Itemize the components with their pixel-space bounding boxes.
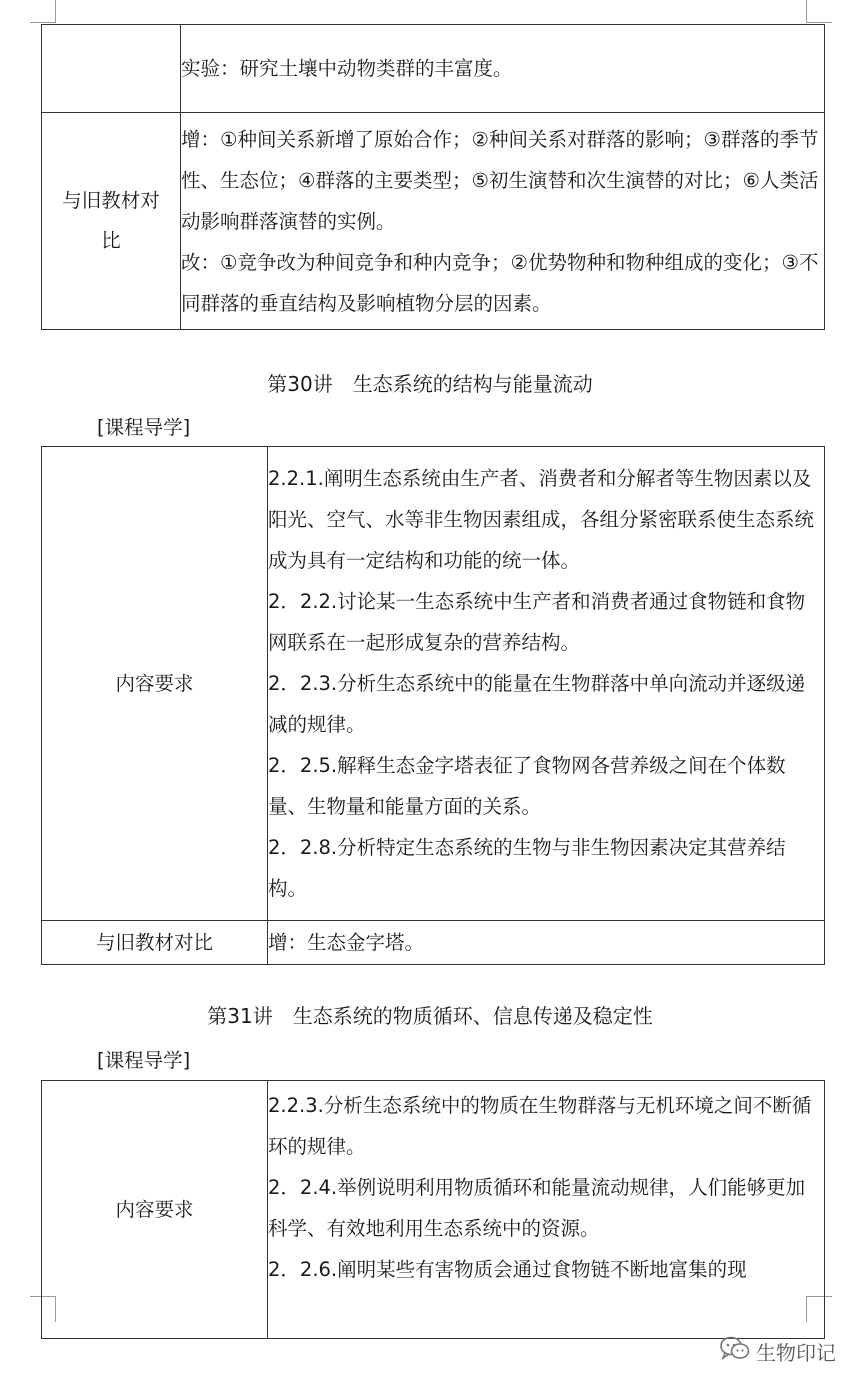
- list-item: 2．2.4.举例说明利用物质循环和能量流动规律，人们能够更加科学、有效地利用生态系统中的资源。: [268, 1176, 806, 1240]
- list-item: 2.2.1.阐明生态系统由生产者、消费者和分解者等生物因素以及阳光、空气、水等非生物因素组成，各组分紧密联系使生态系统成为具有一定结构和功能的统一体。: [268, 467, 815, 572]
- req-label: 内容要求: [42, 1081, 268, 1339]
- compare-add-line: 增：①种间关系新增了原始合作；②种间关系对群落的影响；③群落的季节性、生态位；④群落的主要类型；⑤初生演替和次生演替的对比；⑥人类活动影响群落演替的实例。: [181, 127, 819, 233]
- compare-text: 增：生态金字塔。: [268, 931, 425, 954]
- table-row: [42, 113, 825, 330]
- table-section-31: [41, 1080, 825, 1339]
- section-31-subtitle: [课程导学]: [97, 1049, 191, 1072]
- watermark: [720, 1336, 836, 1367]
- compare-label: 与旧教材对比: [42, 113, 181, 330]
- crop-mark: [806, 0, 807, 22]
- compare-label: 与旧教材对比: [42, 921, 268, 965]
- compare-content: [268, 921, 825, 965]
- section-31-title: 第31讲 生态系统的物质循环、信息传递及稳定性: [207, 1004, 653, 1028]
- section-30-title: 第30讲 生态系统的结构与能量流动: [267, 372, 593, 396]
- section-30-subtitle: [课程导学]: [97, 416, 191, 439]
- table-row: [42, 447, 825, 921]
- list-item: 2．2.8.分析特定生态系统的生物与非生物因素决定其营养结构。: [268, 836, 786, 900]
- table-row: [42, 25, 825, 113]
- compare-change-line: 改：①竞争改为种间竞争和种内竞争；②优势物种和物种组成的变化；③不同群落的垂直结构及影响植物分层的因素。: [181, 250, 819, 315]
- req-label: 内容要求: [42, 447, 268, 921]
- list-item: 2．2.6.阐明某些有害物质会通过食物链不断地富集的现: [268, 1258, 747, 1281]
- empty-label-cell: [42, 25, 181, 113]
- list-item: 2．2.5.解释生态金字塔表征了食物网各营养级之间在个体数量、生物量和能量方面的关系。: [268, 754, 786, 818]
- req-content: [268, 447, 825, 921]
- crop-mark: [30, 22, 56, 23]
- table-community: [41, 24, 825, 330]
- table-row: [42, 1081, 825, 1339]
- req-content: [268, 1081, 825, 1339]
- table-row: [42, 921, 825, 965]
- watermark-text: 生物印记: [756, 1341, 836, 1365]
- crop-mark: [55, 0, 56, 22]
- list-item: 2．2.3.分析生态系统中的能量在生物群落中单向流动并逐级递减的规律。: [268, 672, 806, 736]
- list-item: 2.2.3.分析生态系统中的物质在生物群落与无机环境之间不断循环的规律。: [268, 1094, 812, 1158]
- table-section-30: [41, 446, 825, 965]
- experiment-text: 实验：研究土壤中动物类群的丰富度。: [181, 57, 513, 80]
- compare-content: [181, 113, 825, 330]
- crop-mark: [806, 22, 832, 23]
- list-item: 2．2.2.讨论某一生态系统中生产者和消费者通过食物链和食物网联系在一起形成复杂的营养结构。: [268, 590, 806, 654]
- experiment-cell: [181, 25, 825, 113]
- wechat-icon: [720, 1336, 750, 1367]
